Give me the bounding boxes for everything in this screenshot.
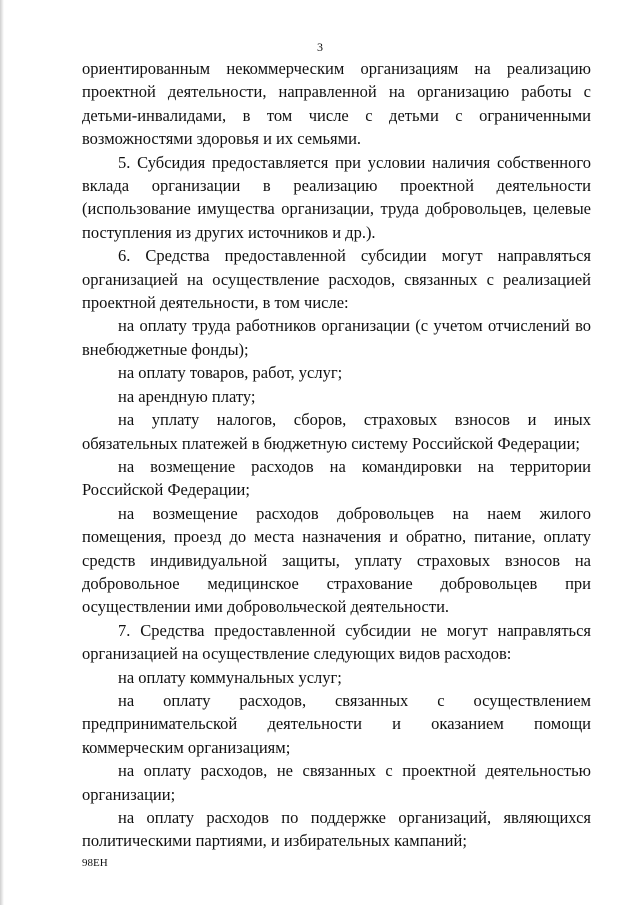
paragraph-8: на возмещение расходов на командировки на территории Российской Федерации; [82,456,591,500]
paragraph-14: на оплату расходов по поддержке организаций, являющихся политическими партиями, и избирательных кампаний; [82,808,591,851]
paragraph-10: 7. Средства предоставленной субсидии не могут направляться организацией на осуществление следующих видов расходов: [82,620,591,664]
paragraph-5: на оплату товаров, работ, услуг; [118,363,343,383]
paragraph-2: 5. Субсидия предоставляется при условии наличия собственного вклада организации в реализацию проектной деятельности (использование имущества организации, труда добровольцев, целевые поступления из других источников и др.). [82,152,591,242]
document-body [82,57,591,853]
paragraph-9: на возмещение расходов добровольцев на наем жилого помещения, проезд до места назначения и обратно, питание, оплату средств индивидуальной защиты, уплату страховых взносов на добровольное медицинское страхование добровольцев при осуществлении ими добровольческой деятельности. [82,503,591,617]
scan-edge [0,0,4,905]
paragraph-3: 6. Средства предоставленной субсидии могут направляться организацией на осуществление расходов, связанных с реализацией проектной деятельности, в том числе: [82,246,591,313]
paragraph-12: на оплату расходов, связанных с осуществлением предпринимательской деятельности и оказанием помощи коммерческим организациям; [82,690,591,757]
paragraph-11: на оплату коммунальных услуг; [118,667,342,687]
paragraph-7: на уплату налогов, сборов, страховых взносов и иных обязательных платежей в бюджетную систему Российской Федерации; [82,410,591,453]
paragraph-13: на оплату расходов, не связанных с проектной деятельностью организации; [82,761,591,804]
footer-code: 98ЕН [82,857,108,869]
paragraph-4: на оплату труда работников организации (с учетом отчислений во внебюджетные фонды); [82,316,591,359]
paragraph-1: ориентированным некоммерческим организациям на реализацию проектной деятельности, направленной на организацию работы с детьми-инвалидами, в том числе с детьми с ограниченными возможностями здоровья и их семьями. [82,59,591,149]
page-number: 3 [317,40,323,54]
paragraph-6: на арендную плату; [118,386,256,406]
